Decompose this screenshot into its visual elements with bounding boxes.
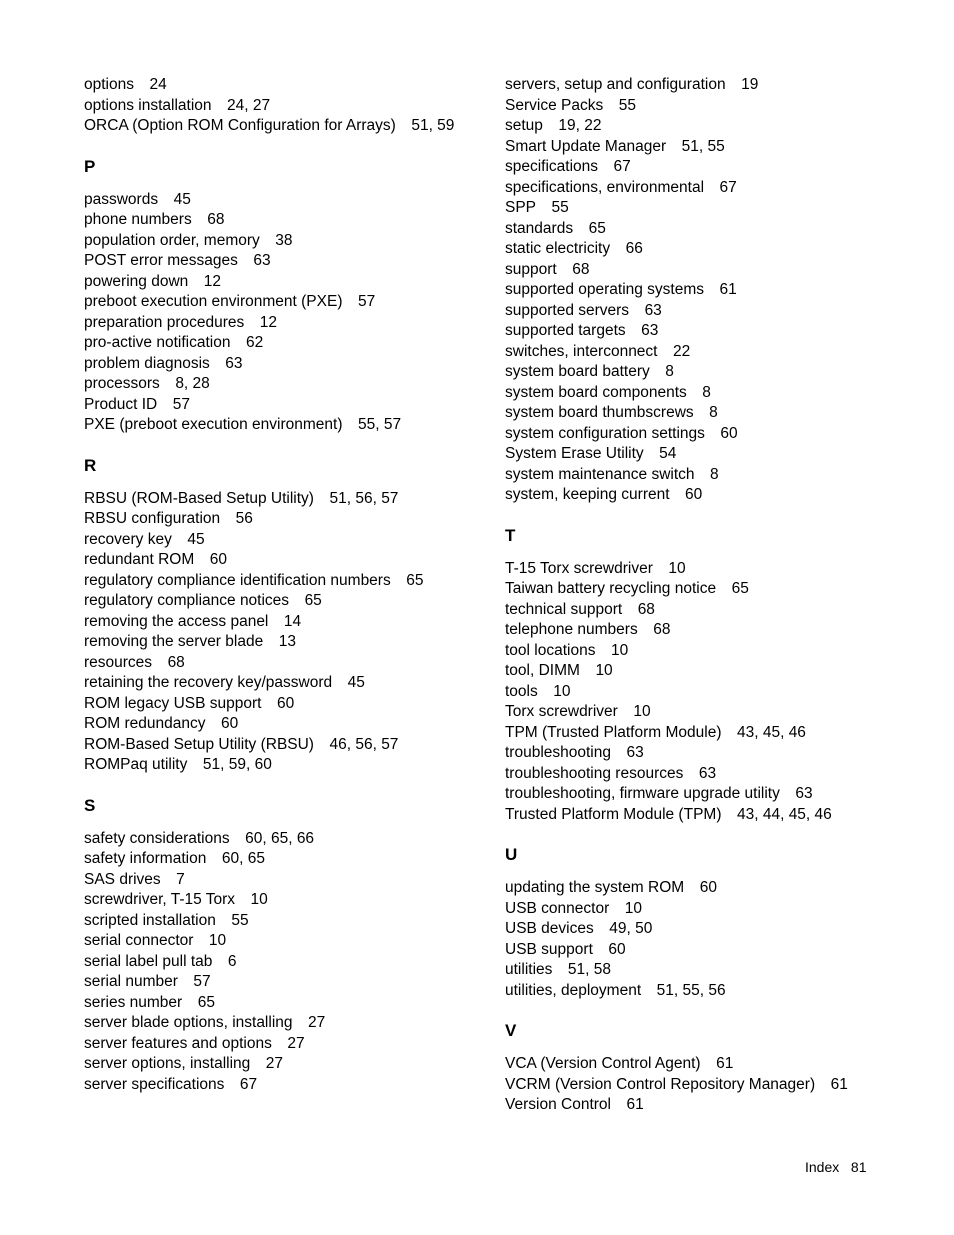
index-entry xyxy=(505,661,865,682)
index-page-refs: 51, 55, 56 xyxy=(656,981,726,999)
index-term: population order, memory xyxy=(84,231,260,249)
index-term: removing the server blade xyxy=(84,633,264,650)
index-page-refs: 27 xyxy=(308,1014,326,1031)
index-term: preboot execution environment (PXE) xyxy=(84,293,343,310)
index-page-refs: 55 xyxy=(551,199,569,216)
index-term: pro-active notification xyxy=(84,334,231,351)
index-term: screwdriver, T-15 Torx xyxy=(84,891,236,908)
index-term: system configuration settings xyxy=(505,424,705,442)
index-term: servers, setup and configuration xyxy=(505,76,726,93)
index-entry xyxy=(84,210,464,231)
index-entry xyxy=(84,1013,464,1034)
index-page-refs: 45 xyxy=(347,674,365,691)
index-entry xyxy=(84,530,464,551)
index-page-refs: 10 xyxy=(250,891,268,908)
index-entry xyxy=(505,579,865,600)
index-term: options xyxy=(84,76,134,93)
index-page-refs: 19, 22 xyxy=(558,117,602,134)
index-entry xyxy=(84,116,464,137)
index-entry xyxy=(505,682,865,703)
index-page-refs: 66 xyxy=(625,240,643,257)
index-entry xyxy=(84,415,464,436)
index-term: system board thumbscrews xyxy=(505,404,694,421)
index-entry xyxy=(505,116,865,137)
index-entry xyxy=(84,755,464,776)
page-footer xyxy=(805,1158,867,1176)
index-page-refs: 63 xyxy=(626,744,644,761)
index-term: standards xyxy=(505,219,574,237)
index-page-refs: 45 xyxy=(187,530,205,548)
index-page-refs: 6 xyxy=(227,952,237,970)
index-term: resources xyxy=(84,653,153,671)
index-entry xyxy=(505,75,865,96)
index-term: system board components xyxy=(505,383,687,401)
index-page-refs: 68 xyxy=(572,260,590,278)
index-term: VCA (Version Control Agent) xyxy=(505,1055,701,1072)
index-entry xyxy=(505,878,865,899)
index-letter-heading: R xyxy=(84,455,97,475)
index-term: Product ID xyxy=(84,395,158,413)
index-term: regulatory compliance identification numbers xyxy=(84,571,391,589)
footer-page-number: 81 xyxy=(850,1159,867,1175)
index-term: USB support xyxy=(505,940,593,958)
index-entry xyxy=(84,849,464,870)
index-page-refs: 19 xyxy=(741,76,759,93)
index-term: RBSU configuration xyxy=(84,510,221,527)
index-page-refs: 51, 59, 60 xyxy=(202,756,272,773)
index-page-refs: 8 xyxy=(709,404,718,421)
index-page-refs: 65 xyxy=(406,571,424,589)
index-term: utilities, deployment xyxy=(505,981,642,999)
index-entry xyxy=(84,993,464,1014)
index-entry xyxy=(505,301,865,322)
index-term: tool locations xyxy=(505,641,596,659)
index-page-refs: 12 xyxy=(203,272,222,290)
index-page-refs: 10 xyxy=(595,662,613,679)
index-term: system board battery xyxy=(505,363,650,380)
index-entry xyxy=(505,940,865,961)
index-term: redundant ROM xyxy=(84,551,195,568)
index-page-refs: 60 xyxy=(209,551,228,568)
index-term: utilities xyxy=(505,961,553,978)
index-page-refs: 57 xyxy=(357,293,376,310)
index-term: recovery key xyxy=(84,530,172,548)
index-entry xyxy=(505,899,865,920)
index-term: POST error messages xyxy=(84,252,238,269)
index-page-refs: 63 xyxy=(644,301,662,319)
index-page-refs: 67 xyxy=(239,1075,258,1093)
index-term: USB connector xyxy=(505,899,610,917)
index-page-refs: 63 xyxy=(225,354,243,372)
index-entry xyxy=(84,374,464,395)
index-term: removing the access panel xyxy=(84,612,269,630)
index-term: VCRM (Version Control Repository Manager) xyxy=(505,1075,816,1093)
index-term: tools xyxy=(505,682,538,700)
index-term: ROM-Based Setup Utility (RBSU) xyxy=(84,735,314,753)
index-entry xyxy=(84,632,464,653)
index-entry xyxy=(84,911,464,932)
index-page-refs: 60 xyxy=(220,715,239,732)
index-term: powering down xyxy=(84,272,189,290)
index-entry xyxy=(505,260,865,281)
index-term: supported servers xyxy=(505,301,630,319)
index-page-refs: 10 xyxy=(633,703,651,720)
index-entry xyxy=(505,784,865,805)
index-page-refs: 63 xyxy=(698,764,717,782)
index-page-refs: 62 xyxy=(245,334,264,351)
index-entry xyxy=(84,870,464,891)
index-term: preparation procedures xyxy=(84,313,245,331)
index-entry xyxy=(84,272,464,293)
index-term: troubleshooting, firmware upgrade utility xyxy=(505,785,780,802)
index-term: passwords xyxy=(84,190,159,208)
index-term: T-15 Torx screwdriver xyxy=(505,559,653,577)
index-page-refs: 38 xyxy=(275,231,293,249)
index-entry xyxy=(505,960,865,981)
index-page-refs: 10 xyxy=(624,899,642,917)
index-entry xyxy=(84,354,464,375)
index-page-refs: 12 xyxy=(259,313,278,331)
index-entry xyxy=(84,612,464,633)
index-page-refs: 10 xyxy=(553,682,571,700)
index-entry xyxy=(505,1075,865,1096)
index-term: serial label pull tab xyxy=(84,952,213,970)
index-page-refs: 51, 59 xyxy=(411,117,455,134)
index-term: telephone numbers xyxy=(505,621,638,638)
index-entry xyxy=(505,280,865,301)
index-term: TPM (Trusted Platform Module) xyxy=(505,723,722,741)
index-term: series number xyxy=(84,993,183,1011)
index-entry xyxy=(505,805,865,826)
index-entry xyxy=(84,292,464,313)
index-term: updating the system ROM xyxy=(505,879,685,896)
index-term: ORCA (Option ROM Configuration for Arrays) xyxy=(84,117,396,134)
index-entry xyxy=(84,550,464,571)
index-term: supported operating systems xyxy=(505,281,705,298)
index-page-refs: 51, 55 xyxy=(681,137,725,155)
index-page-refs: 8 xyxy=(710,465,719,483)
index-term: specifications, environmental xyxy=(505,178,705,196)
index-entry xyxy=(505,321,865,342)
index-term: regulatory compliance notices xyxy=(84,592,290,609)
index-entry xyxy=(505,485,865,506)
index-term: technical support xyxy=(505,600,623,618)
index-page-refs: 68 xyxy=(167,653,185,671)
index-page-refs: 27 xyxy=(265,1055,284,1072)
index-entry xyxy=(505,342,865,363)
index-letter-heading: T xyxy=(505,525,516,545)
index-entry xyxy=(84,571,464,592)
index-entry xyxy=(505,743,865,764)
index-term: ROMPaq utility xyxy=(84,756,188,773)
index-term: RBSU (ROM-Based Setup Utility) xyxy=(84,489,314,507)
index-entry xyxy=(84,251,464,272)
index-entry xyxy=(505,600,865,621)
index-entry xyxy=(505,96,865,117)
index-entry xyxy=(84,1075,464,1096)
index-term: safety considerations xyxy=(84,829,230,847)
index-page-refs: 63 xyxy=(253,252,271,269)
index-entry xyxy=(505,444,865,465)
index-entry xyxy=(84,231,464,252)
index-page-refs: 65 xyxy=(731,580,749,597)
index-term: serial number xyxy=(84,973,178,990)
index-term: serial connector xyxy=(84,932,194,949)
index-term: Torx screwdriver xyxy=(505,703,618,720)
index-entry xyxy=(505,641,865,662)
index-page-refs: 45 xyxy=(173,190,191,208)
index-term: server features and options xyxy=(84,1034,272,1052)
index-entry xyxy=(84,694,464,715)
index-page-refs: 67 xyxy=(613,158,631,175)
index-term: troubleshooting resources xyxy=(505,764,684,782)
index-column-right xyxy=(505,75,865,1116)
index-entry xyxy=(505,383,865,404)
index-entry xyxy=(84,489,464,510)
index-page-refs: 55 xyxy=(231,911,249,929)
index-page-refs: 63 xyxy=(795,785,813,802)
index-term: safety information xyxy=(84,850,207,867)
index-page-refs: 24 xyxy=(149,76,167,93)
index-page-refs: 8, 28 xyxy=(175,375,210,392)
index-entry xyxy=(505,620,865,641)
index-page-refs: 61 xyxy=(626,1096,644,1113)
index-term: retaining the recovery key/password xyxy=(84,674,333,691)
index-page-refs: 57 xyxy=(193,973,211,990)
index-term: scripted installation xyxy=(84,911,216,929)
index-page-refs: 65 xyxy=(304,592,322,609)
index-term: problem diagnosis xyxy=(84,354,210,372)
index-term: USB devices xyxy=(505,920,594,937)
index-entry xyxy=(505,362,865,383)
index-page-refs: 55 xyxy=(618,96,636,114)
index-page-refs: 68 xyxy=(637,600,655,618)
index-page-refs: 13 xyxy=(278,633,296,650)
index-entry xyxy=(505,403,865,424)
index-page-refs: 27 xyxy=(287,1034,305,1052)
index-page-refs: 57 xyxy=(172,395,190,413)
index-column-left xyxy=(84,75,464,1095)
index-page-refs: 56 xyxy=(235,510,253,527)
index-page-refs: 24, 27 xyxy=(227,96,271,114)
index-entry xyxy=(505,219,865,240)
index-page-refs: 61 xyxy=(719,281,737,298)
index-entry xyxy=(84,653,464,674)
index-entry xyxy=(84,190,464,211)
index-entry xyxy=(84,673,464,694)
index-letter-heading: S xyxy=(84,795,96,815)
index-page-refs: 22 xyxy=(673,342,691,360)
index-entry xyxy=(84,395,464,416)
index-page-refs: 60 xyxy=(608,940,626,958)
index-entry xyxy=(505,723,865,744)
index-entry xyxy=(84,952,464,973)
index-letter-heading: P xyxy=(84,156,96,176)
index-page-refs: 68 xyxy=(207,211,225,228)
index-term: switches, interconnect xyxy=(505,342,658,360)
index-entry xyxy=(84,591,464,612)
index-term: PXE (preboot execution environment) xyxy=(84,416,343,433)
index-term: System Erase Utility xyxy=(505,445,644,462)
index-page-refs: 49, 50 xyxy=(609,920,653,937)
index-entry xyxy=(505,424,865,445)
index-entry xyxy=(84,735,464,756)
index-entry xyxy=(505,1054,865,1075)
index-entry xyxy=(505,465,865,486)
index-page-refs: 67 xyxy=(719,178,737,196)
index-page-refs: 51, 58 xyxy=(567,961,611,978)
index-page-refs: 60 xyxy=(699,879,717,896)
index-term: tool, DIMM xyxy=(505,662,580,679)
index-term: Version Control xyxy=(505,1096,611,1113)
index-term: SAS drives xyxy=(84,870,161,888)
index-term: processors xyxy=(84,375,160,392)
index-term: server options, installing xyxy=(84,1055,251,1072)
index-entry xyxy=(505,198,865,219)
index-page-refs: 10 xyxy=(610,641,629,659)
index-entry xyxy=(84,890,464,911)
index-page-refs: 43, 45, 46 xyxy=(736,723,806,741)
index-term: system, keeping current xyxy=(505,486,670,503)
index-entry xyxy=(505,764,865,785)
index-entry xyxy=(505,702,865,723)
index-entry xyxy=(84,313,464,334)
index-entry xyxy=(505,137,865,158)
index-page-refs: 8 xyxy=(702,383,711,401)
index-page-refs: 46, 56, 57 xyxy=(329,735,399,753)
index-letter-heading: U xyxy=(505,845,518,864)
index-term: SPP xyxy=(505,199,537,216)
index-term: server blade options, installing xyxy=(84,1014,293,1031)
index-page-refs: 68 xyxy=(653,621,671,638)
index-entry xyxy=(505,1095,865,1116)
index-entry xyxy=(84,931,464,952)
index-term: supported targets xyxy=(505,322,626,339)
index-page-refs: 8 xyxy=(665,363,674,380)
index-entry xyxy=(505,178,865,199)
index-term: support xyxy=(505,260,557,278)
index-term: Trusted Platform Module (TPM) xyxy=(505,805,722,823)
index-page-refs: 61 xyxy=(716,1055,734,1072)
index-page-refs: 60 xyxy=(276,694,295,712)
index-term: ROM legacy USB support xyxy=(84,694,262,712)
index-term: setup xyxy=(505,117,543,134)
index-entry xyxy=(84,333,464,354)
index-entry xyxy=(84,972,464,993)
index-page-refs: 60 xyxy=(720,424,738,442)
index-entry xyxy=(84,96,464,117)
index-term: specifications xyxy=(505,158,599,175)
index-page-refs: 7 xyxy=(176,870,185,888)
index-entry xyxy=(505,157,865,178)
footer-section-label: Index xyxy=(805,1159,840,1175)
index-page-refs: 61 xyxy=(830,1075,848,1093)
index-page-refs: 65 xyxy=(588,219,606,237)
index-term: system maintenance switch xyxy=(505,465,695,483)
index-page-refs: 65 xyxy=(197,993,215,1011)
index-page-refs: 55, 57 xyxy=(357,416,402,433)
index-term: Smart Update Manager xyxy=(505,137,667,155)
index-entry xyxy=(84,714,464,735)
index-entry xyxy=(505,559,865,580)
index-entry xyxy=(505,239,865,260)
index-entry xyxy=(505,981,865,1002)
index-term: options installation xyxy=(84,96,212,114)
index-page-refs: 43, 44, 45, 46 xyxy=(736,805,832,823)
index-page-refs: 10 xyxy=(208,932,227,949)
index-entry xyxy=(84,1054,464,1075)
index-entry xyxy=(505,919,865,940)
index-page-refs: 60, 65, 66 xyxy=(245,829,315,847)
index-entry xyxy=(84,829,464,850)
index-term: phone numbers xyxy=(84,211,192,228)
index-term: static electricity xyxy=(505,240,611,257)
index-page-refs: 60, 65 xyxy=(221,850,265,867)
index-term: ROM redundancy xyxy=(84,715,206,732)
index-page-refs: 51, 56, 57 xyxy=(329,489,399,507)
index-page-refs: 10 xyxy=(668,559,686,577)
index-letter-heading: V xyxy=(505,1021,517,1040)
index-entry xyxy=(84,75,464,96)
index-page-refs: 54 xyxy=(659,445,677,462)
index-entry xyxy=(84,509,464,530)
index-entry xyxy=(84,1034,464,1055)
index-page-refs: 14 xyxy=(283,612,302,630)
index-term: Taiwan battery recycling notice xyxy=(505,580,717,597)
index-term: Service Packs xyxy=(505,96,604,114)
index-term: troubleshooting xyxy=(505,744,611,761)
index-page-refs: 60 xyxy=(685,486,703,503)
index-page-refs: 63 xyxy=(641,322,659,339)
index-term: server specifications xyxy=(84,1075,225,1093)
